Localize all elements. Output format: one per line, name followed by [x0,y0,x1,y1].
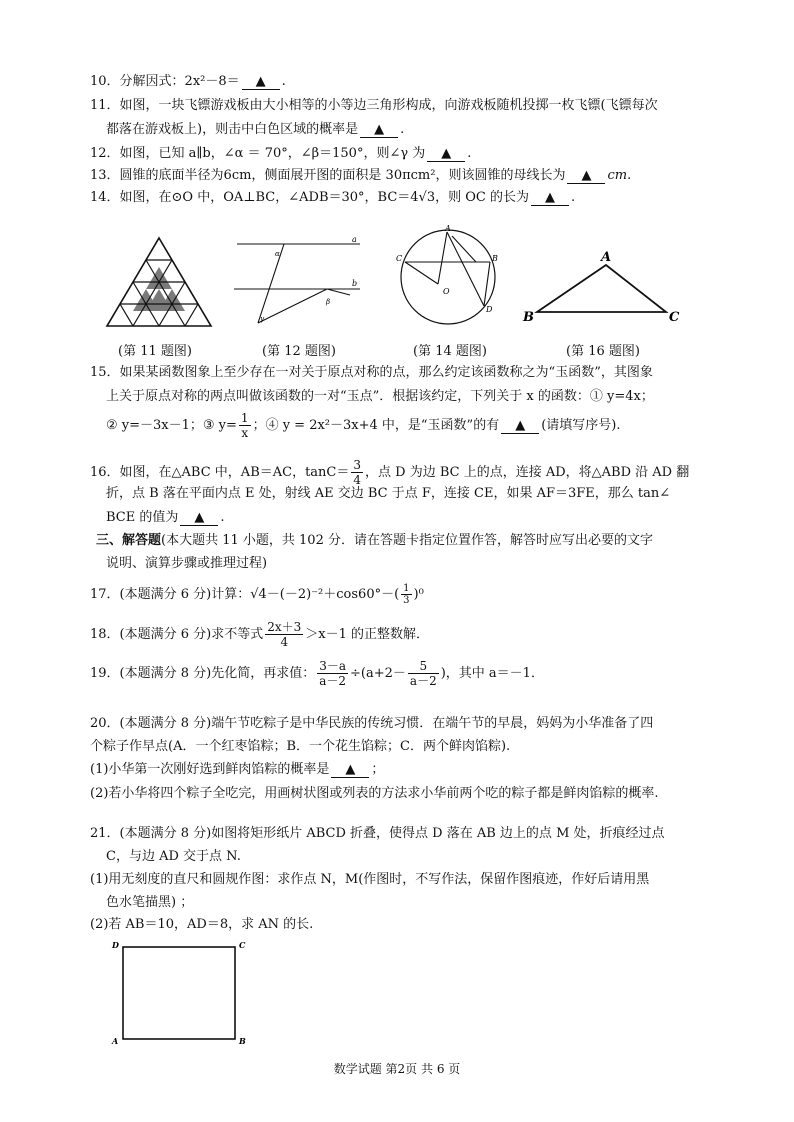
question-11-line1: 11．如图，一块飞镖游戏板由大小相等的小等边三角形构成，向游戏板随机投掷一枚飞镖(飞镖每次 [90,98,658,113]
label-beta: β [326,298,331,306]
question-15-line3: ② y=－3x－1；③ y= $\frac{1}{x}$ ；④ y = 2x²－3x+4 中，是“玉函数”的有 ▲ (请填写序号). [106,411,621,440]
label-C: C [396,254,403,263]
question-21-line1: 21．(本题满分 8 分)如图将矩形纸片 ABCD 折叠，使得点 D 落在 AB 边上的点 M 处，折痕经过点 [90,826,665,841]
question-20-part2: (2)若小华将四个粽子全吃完，用画树状图或列表的方法求小华前两个吃的粽子都是鲜肉馅粽的概率. [90,786,659,801]
fraction: $\frac{1}{x}$ [240,411,249,440]
section-3-heading: 三、解答题(本大题共 11 小题，共 102 分．请在答题卡指定位置作答，解答时应写出必要的文字 [96,533,653,548]
label-B: B [523,310,534,325]
question-20-line2: 个粽子作早点(A．一个红枣馅粽；B．一个花生馅粽；C．两个鲜肉馅粽). [90,739,511,754]
question-13: 13．圆锥的底面半径为6cm，侧面展开图的面积是 30πcm²，则该圆锥的母线长为 ▲ cm. [90,168,632,183]
question-18: 18．(本题满分 6 分)求不等式 $\frac{2x+3}{4}$ ＞x－1 的正整数解． [90,620,430,649]
fraction: $\frac{3-a}{a-2}$ [319,659,347,688]
page-footer: 数学试题 第2页 共 6 页 [333,1062,461,1076]
label-b: b [352,279,358,288]
question-15-line2: 上关于原点对称的两点叫做该函数的一对“玉点”．根据该约定，下列关于 x 的函数：① y=4x； [106,389,654,404]
label-O: O [443,287,450,296]
question-20-line1: 20．(本题满分 8 分)端午节吃粽子是中华民族的传统习惯．在端午节的早晨，妈妈为小华准备了四 [90,716,654,731]
answer-blank: ▲ [242,75,280,90]
question-21-line2: C，与边 AD 交于点 N. [106,849,241,864]
answer-blank: ▲ [501,419,539,434]
section-3-desc: 说明、演算步骤或推理过程) [106,556,268,571]
question-19: 19．(本题满分 8 分)先化简，再求值： $\frac{3-a}{a-2}$ ÷(a+2－ $\frac{5}{a-2}$ )，其中 a＝－1． [90,659,544,688]
label-gamma: γ [260,315,265,323]
question-21-part1-b: 色水笔描黑) ； [106,895,194,910]
answer-blank: ▲ [427,147,465,162]
question-21-part2: (2)若 AB＝10，AD＝8，求 AN 的长. [90,917,314,932]
caption-figure-11: (第 11 题图) [118,344,192,359]
question-10: 10．分解因式：2x²－8＝ ▲ . [90,74,286,89]
label-a: a [352,235,357,244]
fraction: $\frac{1}{3}$ [403,583,410,606]
label-A: A [601,250,612,265]
label-A: A [112,1036,119,1046]
figure-12-parallel-lines [232,233,367,328]
answer-blank: ▲ [531,191,569,206]
question-20-part1: (1)小华第一次刚好选到鲜肉馅粽的概率是 ▲ ； [90,762,385,777]
label-A: A [445,224,451,233]
question-14: 14．如图，在⊙O 中，OA⊥BC，∠ADB＝30°，BC＝4√3，则 OC 的长为 ▲ . [90,190,576,205]
figure-11-dart-board [105,236,213,328]
caption-figure-12: (第 12 题图) [262,344,336,359]
fraction: $\frac{5}{a-2}$ [409,659,437,688]
answer-blank: ▲ [180,511,218,526]
fraction: $\frac{2x+3}{4}$ [267,620,302,649]
label-D: D [112,940,119,950]
answer-blank: ▲ [360,123,398,138]
figure-16-triangle [515,245,685,325]
question-21-part1-a: (1)用无刻度的直尺和圆规作图：求作点 N，M(作图时，不写作法，保留作图痕迹，作好后请用黑 [90,872,650,887]
figure-14-circle [392,224,504,330]
answer-blank: ▲ [331,763,369,778]
question-16-line2: 折，点 B 落在平面内点 E 处，射线 AE 交边 BC 于点 F，连接 CE，如果 AF＝3FE，那么 tan∠ [106,486,671,501]
label-C: C [669,310,680,325]
question-16-line1: 16．如图，在△ABC 中，AB＝AC，tanC＝ $\frac{3}{4}$ ，点 D 为边 BC 上的点，连接 AD，将△ABD 沿 AD 翻 [90,458,690,487]
caption-figure-16: (第 16 题图) [566,344,640,359]
question-16-line3: BCE 的值为 ▲ . [106,510,225,525]
fraction: $\frac{3}{4}$ [353,458,362,487]
question-15-line1: 15．如果某函数图象上至少存在一对关于原点对称的点，那么约定该函数称之为“玉函数”，其图象 [90,365,653,380]
label-B: B [492,254,498,263]
label-alpha: α [275,250,280,258]
label-C: C [239,940,246,950]
question-17: 17．(本题满分 6 分)计算：√4－(－2)⁻²＋cos60°－( $\frac{1}{3}$ )⁰ [90,583,424,606]
label-B: B [239,1036,246,1046]
answer-blank: ▲ [567,169,605,184]
question-12: 12．如图，已知 a∥b，∠α ＝ 70°，∠β＝150°，则∠γ 为 ▲ . [90,146,472,161]
label-D: D [486,305,493,314]
figure-21-rectangle [110,938,250,1048]
question-11-line2: 都落在游戏板上)，则击中白色区域的概率是 ▲ . [106,122,405,137]
caption-figure-14: (第 14 题图) [413,344,487,359]
